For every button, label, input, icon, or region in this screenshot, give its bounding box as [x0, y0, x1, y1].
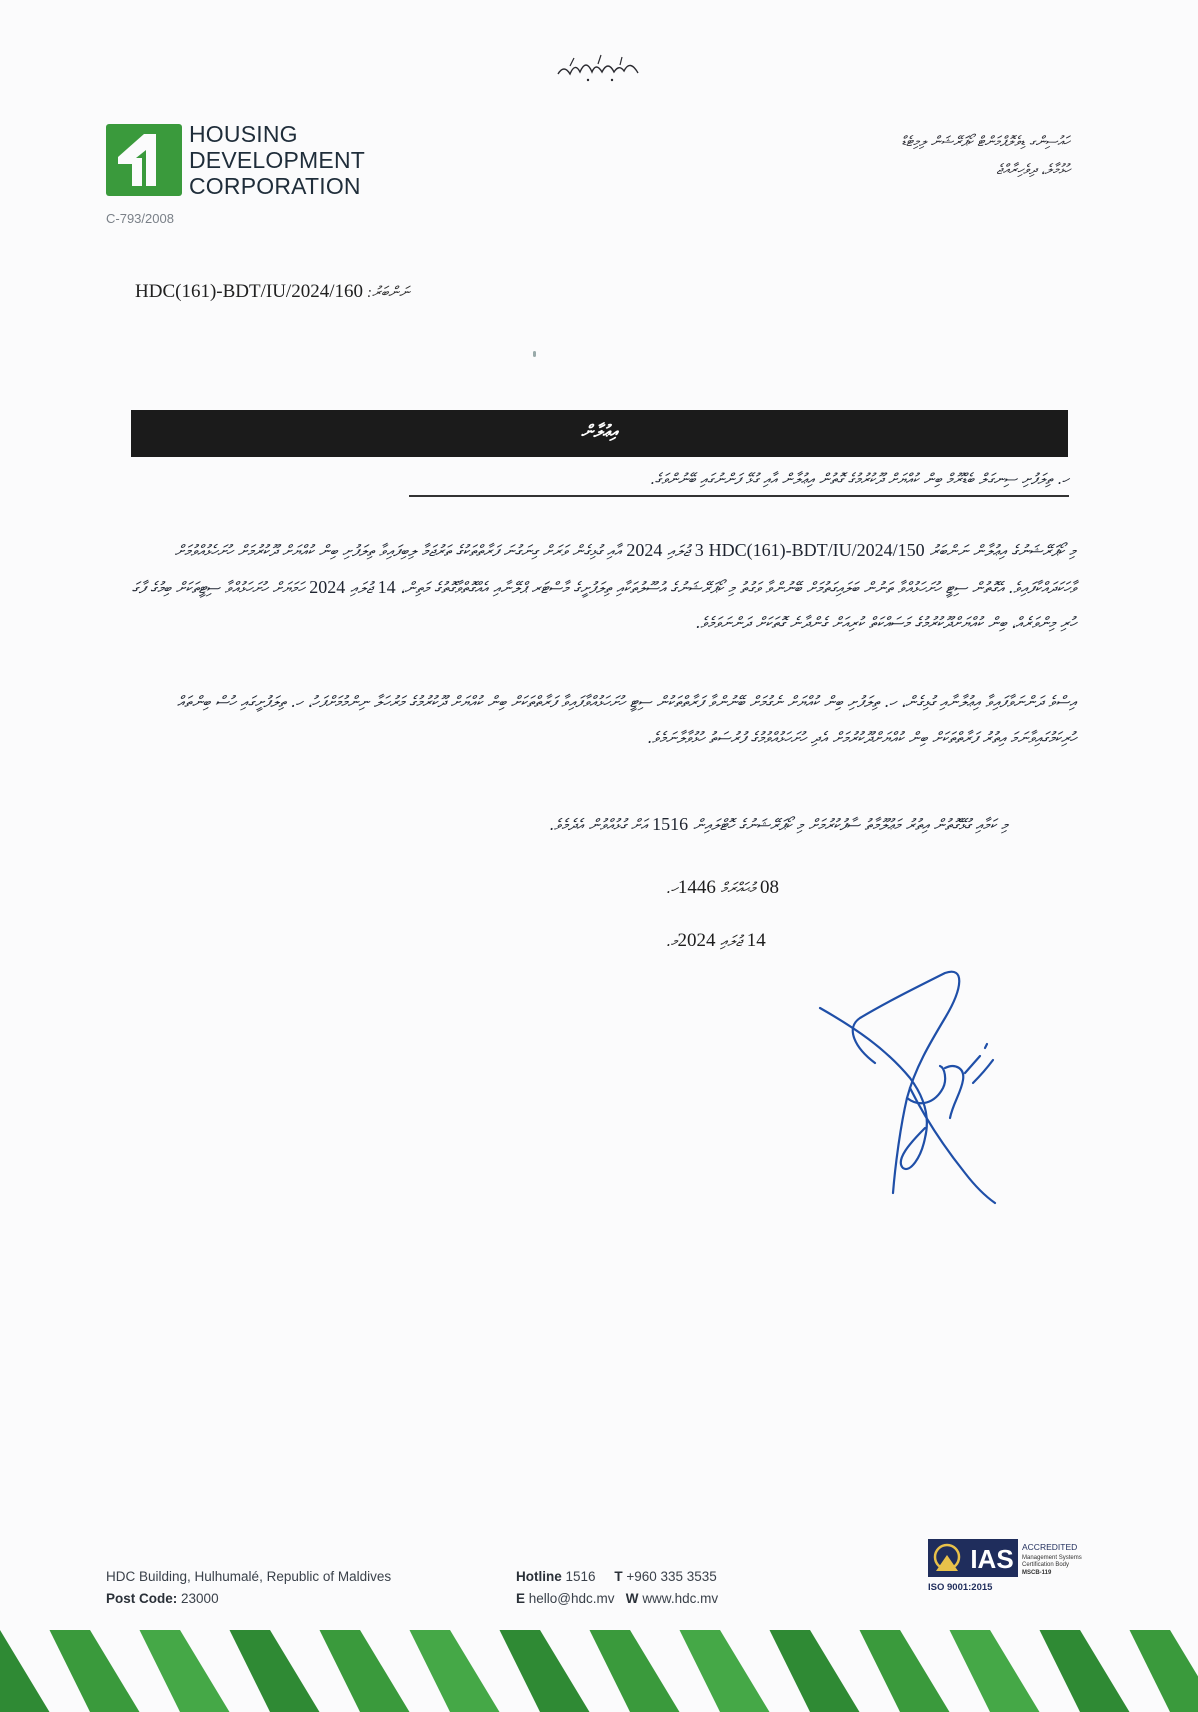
pattern-triangle	[0, 1630, 50, 1712]
pattern-triangle	[500, 1630, 541, 1712]
hijri-year: 1446	[677, 877, 716, 898]
p1-segment-b: އާއި ގުޅިގެން ވަރަށް ގިނަގުނަ ފަރާތްތަކުގެ ތަރުޖަމާ ލިބިފައިވާ ތިލަފުށި ބިން ކުއްޔަށް ދޫކުރުމަށް ހުށަހެޅުއްވުމަށް ވާހަކަދައްކާފައިވެ. އެގޮތުން ސިޓީ ހުށަހަޅުއްވާ ތަނުން ބަލައިގަތުމަށް ބޭނުންވާ ވަގުތު މި ކޯޕަރޭޝަނުގެ އުސޫލުތަކާއި ތިލަފުށީގެ މާސްޓަރ ޕްލޭނާއި އެއްގޮތްވާގޮތުގެ މަތިން،	[174, 542, 1076, 597]
pattern-triangle	[180, 1630, 230, 1712]
notice-paragraph-2: އިސްވެ ދަންނަވާފައިވާ އިޢުލާނާއި ގުޅިގެން، ހ. ތިލަފުށި ބިން ކުއްޔަށް ނެގުމަށް ބޭނުންވާ ފަރާތްތަކުން ސިޓީ ހުށަހަޅުއްވާފައިވާ ފަރާތްތަކަށް ބިން ކުއްޔަށް ދޫކުރުމުގެ މަރުހަލާ ނިންމުމަށްފަހު، ހ. ތިލަފުށީގައި ހުސް ބިންތައް ހުރިކަމުގައިވާނަމަ އިތުރު ފަރާތްތަކަށް ބިން ކުއްޔަށްދޫކުރުމަށް އެދި ހުށަހަޅުއްވުމުގެ ފުރުސަތު ހުޅުވާލާނަމެވެ.	[177, 693, 1076, 747]
notice-subject: ހ. ތިލަފުށި ސިނގަލް ބެޑްރޫމް ބިން ކުއްޔަށް ދޫކުރުމުގެ ގޮތުން އިޢުލާން އާއި ގުޅޭ ފަންނުގައި ބޭނުންވަގެ.	[409, 470, 1069, 497]
pattern-triangle	[590, 1630, 631, 1712]
pattern-triangle	[900, 1630, 950, 1712]
pattern-triangle	[1130, 1630, 1171, 1712]
org-name-line-1: ހައުސިންގ ޑިވެލޮޕްމަންޓް ކޯޕަރޭޝަން ލިމިޓެޑް	[901, 134, 1070, 150]
post-code-label: Post Code:	[106, 1591, 178, 1606]
notice-paragraph-3	[108, 807, 1008, 844]
notice-title-bar	[131, 410, 1068, 457]
logo-line-2: DEVELOPMENT	[189, 147, 366, 173]
pattern-triangle	[140, 1630, 181, 1712]
p1-day: 3	[694, 540, 704, 560]
footer-contact	[516, 1566, 718, 1610]
pattern-triangle	[270, 1630, 320, 1712]
p3-segment-a: މި ކަމާއި ގުޅޭގޮތުން އިތުރު މަޢުލޫމާތު ސާފުކުރުމަށް މި ކޯޕަރޭޝަނުގެ ހޮޓްލައިން	[693, 816, 1008, 834]
hijri-suffix: ހ.	[666, 879, 678, 897]
ias-accredited: ACCREDITED	[1022, 1542, 1078, 1552]
pattern-triangle	[630, 1630, 680, 1712]
ias-code: MSCB-119	[1022, 1570, 1052, 1576]
reference-number-value: HDC(161)-BDT/IU/2024/160	[135, 281, 363, 302]
hijri-month: މުޙައްރަމް	[720, 879, 756, 897]
pattern-triangle	[540, 1630, 590, 1712]
greg-day: 14	[746, 930, 766, 951]
p1-segment-a: މި ކޯޕަރޭޝަނުގެ އިޢުލާން ނަންބަރު	[929, 542, 1076, 560]
notice-title: އިޢުލާން	[581, 422, 618, 442]
phone-value: +960 335 3535	[626, 1569, 717, 1584]
post-code-value: 23000	[181, 1591, 219, 1606]
p1-month-2: ޖުލައި	[350, 578, 373, 597]
ias-accreditation-badge	[928, 1539, 1088, 1609]
ias-label: IAS	[970, 1544, 1014, 1574]
pattern-triangle	[450, 1630, 500, 1712]
logo-line-3: CORPORATION	[189, 173, 361, 199]
p1-segment-c: ހަމަޔަށް ހުށަހަޅުއްވާ ސިޓީތަކަށް ބިމުގެ ފާގަ ހުރި މިންވަރެއް، ބިން ކުއްޔަށްދޫކުރުމުގެ މަސައްކަތް ކުރިއަށް ގެންދާނެ ގޮތަކަށް ދަންނަވަމެވެ.	[131, 578, 1076, 632]
pattern-triangle	[360, 1630, 410, 1712]
email-label: E	[516, 1591, 526, 1606]
pattern-triangle	[320, 1630, 361, 1712]
pattern-triangle	[990, 1630, 1040, 1712]
greg-suffix: މ.	[666, 932, 678, 950]
basmala-calligraphy	[550, 52, 650, 86]
pattern-triangle	[720, 1630, 770, 1712]
ias-sub-2: Certification Body	[1022, 1562, 1070, 1568]
hotline-label: Hotline	[516, 1569, 562, 1584]
org-name-line-2: ހުޅުމާލެ، ދިވެހިރާއްޖެ	[996, 162, 1070, 178]
pattern-triangle	[950, 1630, 991, 1712]
reference-number	[135, 281, 409, 303]
pattern-triangle	[1170, 1630, 1198, 1712]
p3-segment-b: އަށް ގުޅުއްވުން އެދެމެވެ.	[549, 816, 648, 834]
pattern-triangle	[860, 1630, 901, 1712]
p1-ref-number: HDC(161)-BDT/IU/2024/150	[708, 540, 925, 560]
web-value[interactable]: www.hdc.mv	[642, 1591, 719, 1606]
web-label: W	[625, 1591, 639, 1606]
hdc-logo-icon	[106, 124, 182, 196]
pattern-triangle	[770, 1630, 811, 1712]
hijri-date	[666, 877, 779, 899]
pattern-triangle	[810, 1630, 860, 1712]
gregorian-date	[666, 930, 766, 952]
organization-name	[901, 128, 1070, 184]
pattern-triangle	[90, 1630, 140, 1712]
signature-image	[815, 968, 1035, 1208]
pattern-triangle	[410, 1630, 451, 1712]
p1-year: 2024	[626, 540, 663, 560]
pattern-triangle	[1040, 1630, 1081, 1712]
hotline-value: 1516	[565, 1569, 596, 1584]
email-value[interactable]: hello@hdc.mv	[528, 1591, 615, 1606]
footer-post-code	[106, 1588, 391, 1610]
reference-number-label: :ނަންބަރު	[366, 285, 410, 301]
p3-hotline: 1516	[652, 814, 689, 834]
p1-year-2: 2024	[309, 576, 346, 597]
hijri-day: 08	[759, 877, 779, 898]
pattern-triangle	[50, 1630, 91, 1712]
p1-day-2: 14	[377, 576, 396, 597]
notice-paragraph-1	[122, 533, 1076, 642]
phone-label: T	[614, 1569, 623, 1584]
footer-address	[106, 1566, 391, 1610]
pattern-triangle	[680, 1630, 721, 1712]
logo-line-1: HOUSING	[189, 121, 298, 147]
p1-month: ޖުލައި	[667, 542, 690, 560]
registration-code: C-793/2008	[106, 211, 174, 226]
scan-speck	[533, 351, 536, 357]
pattern-triangle	[230, 1630, 271, 1712]
pattern-triangle	[1080, 1630, 1130, 1712]
footer-triangle-pattern	[0, 1630, 1198, 1712]
ias-sub-1: Management Systems	[1022, 1555, 1082, 1561]
logo-wordmark	[189, 121, 365, 199]
iso-label: ISO 9001:2015	[928, 1582, 993, 1593]
footer-address-line: HDC Building, Hulhumalé, Republic of Maldives	[106, 1569, 392, 1584]
greg-year: 2024	[677, 930, 716, 951]
greg-month: ޖުލައި	[720, 932, 742, 950]
